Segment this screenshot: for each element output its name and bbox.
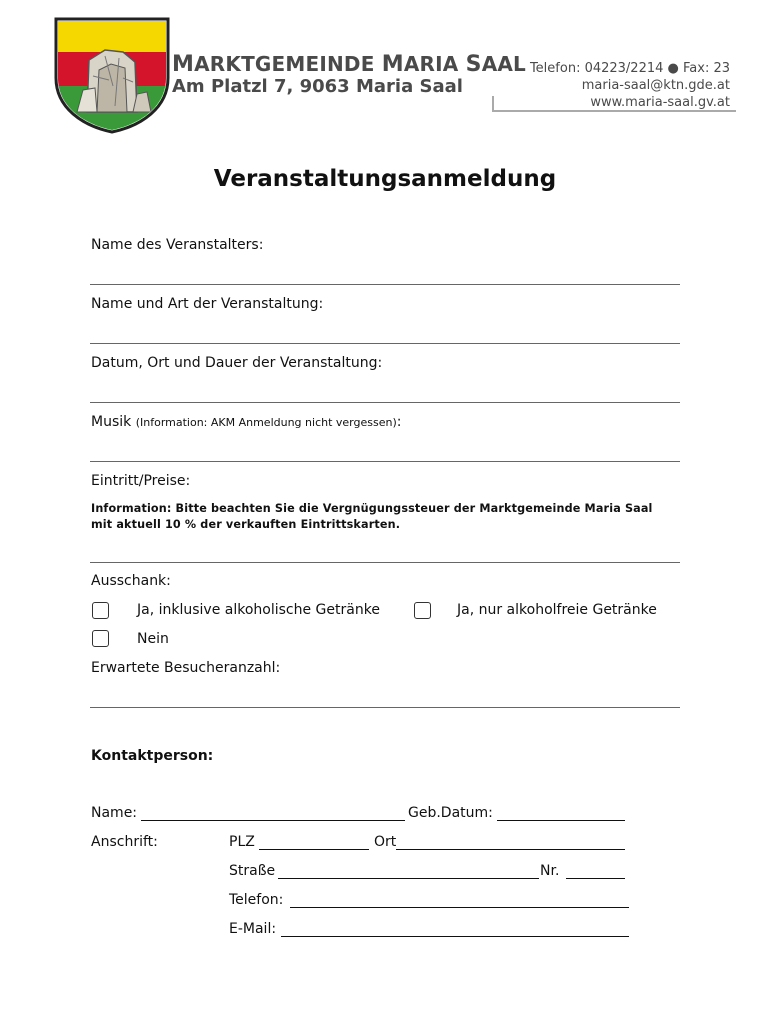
birthdate-label: Geb.Datum: <box>408 805 493 821</box>
music-note: (Information: AKM Anmeldung nicht vergessen) <box>135 416 397 429</box>
municipality-crest <box>53 16 171 134</box>
phone-input-line[interactable] <box>290 907 629 908</box>
city-input-line[interactable] <box>396 849 625 850</box>
header-email: maria-saal@ktn.gde.at <box>581 78 730 93</box>
event-name-label: Name und Art der Veranstaltung: <box>91 296 324 312</box>
date-place-input-line[interactable] <box>90 402 680 403</box>
birthdate-input-line[interactable] <box>497 820 625 821</box>
municipality-address: Am Platzl 7, 9063 Maria Saal <box>172 76 463 97</box>
header-phone-fax: Telefon: 04223/2214 ● Fax: 23 <box>529 61 730 76</box>
zip-label: PLZ <box>229 834 255 850</box>
municipality-name: MARKTGEMEINDE MARIA SAAL <box>172 52 527 77</box>
no-bar-option-label: Nein <box>137 631 169 647</box>
date-place-label: Datum, Ort und Dauer der Veranstaltung: <box>91 355 383 371</box>
header-contact-info <box>530 60 730 111</box>
email-label: E-Mail: <box>229 921 277 937</box>
visitors-input-line[interactable] <box>90 707 680 708</box>
admission-input-line[interactable] <box>90 562 680 563</box>
email-input-line[interactable] <box>281 936 629 937</box>
city-label: Ort <box>374 834 397 850</box>
alcohol-option-label: Ja, inklusive alkoholische Getränke <box>137 602 380 618</box>
music-label: Musik (Information: AKM Anmeldung nicht vergessen): <box>91 414 402 430</box>
no-bar-checkbox[interactable] <box>92 630 109 647</box>
visitors-label: Erwartete Besucheranzahl: <box>91 660 281 676</box>
street-label: Straße <box>229 863 276 879</box>
document-title: Veranstaltungsanmeldung <box>213 166 557 192</box>
house-number-label: Nr. <box>540 863 560 879</box>
zip-input-line[interactable] <box>259 849 369 850</box>
contact-name-input-line[interactable] <box>141 820 405 821</box>
phone-label: Telefon: <box>229 892 284 908</box>
house-number-input-line[interactable] <box>566 878 625 879</box>
street-input-line[interactable] <box>278 878 539 879</box>
organizer-label: Name des Veranstalters: <box>91 237 264 253</box>
contact-heading: Kontaktperson: <box>91 748 214 764</box>
header-website: www.maria-saal.gv.at <box>590 95 730 110</box>
bar-label: Ausschank: <box>91 573 171 589</box>
contact-name-label: Name: <box>91 805 138 821</box>
address-label: Anschrift: <box>91 834 158 850</box>
nonalcohol-option-label: Ja, nur alkoholfreie Getränke <box>457 602 657 618</box>
event-name-input-line[interactable] <box>90 343 680 344</box>
organizer-input-line[interactable] <box>90 284 680 285</box>
alcohol-checkbox[interactable] <box>92 602 109 619</box>
header-divider <box>492 110 736 112</box>
music-input-line[interactable] <box>90 461 680 462</box>
nonalcohol-checkbox[interactable] <box>414 602 431 619</box>
tax-notice: Information: Bitte beachten Sie die Vergnügungssteuer der Marktgemeinde Maria Saal mit aktuell 10 % der verkauften Eintrittskarten. <box>91 502 653 531</box>
admission-label: Eintritt/Preise: <box>91 473 191 489</box>
